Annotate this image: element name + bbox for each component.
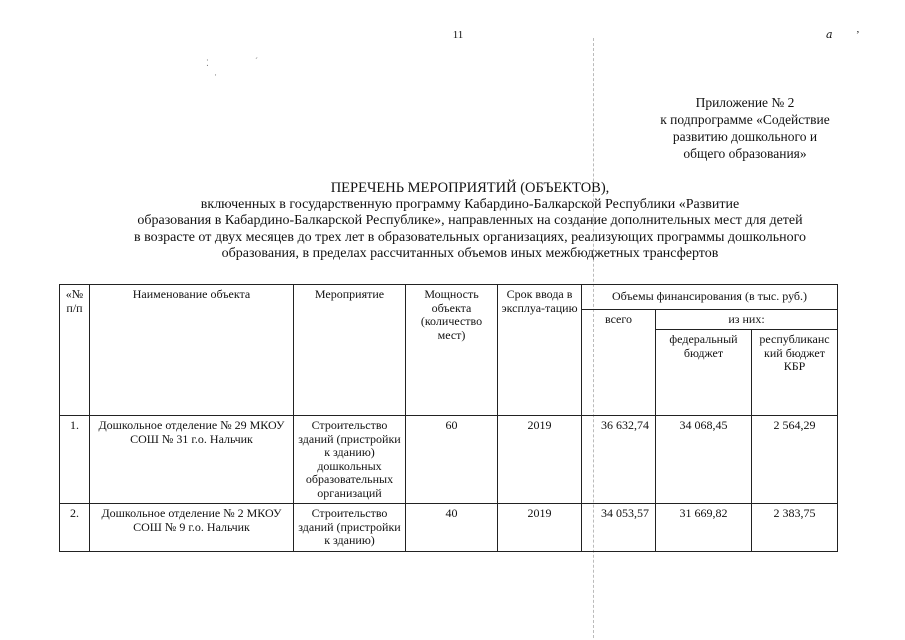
corner-marks: 𝑎 ʼ [826, 29, 869, 41]
document-heading [60, 180, 880, 263]
row-measure: Строительство зданий (пристройки к зданию) дошкольных образовательных организаций [294, 416, 406, 504]
row-capacity: 40 [406, 504, 498, 552]
row-federal: 34 068,45 [656, 416, 752, 504]
header-federal: федеральный бюджет [656, 330, 752, 416]
header-total: всего [582, 309, 656, 416]
row-measure: Строительство зданий (пристройки к зданию) [294, 504, 406, 552]
header-of-which: из них: [656, 309, 838, 330]
header-term: Срок ввода в эксплуа-тацию [498, 285, 582, 416]
row-name: Дошкольное отделение № 29 МКОУ СОШ № 31 г.о. Нальчик [90, 416, 294, 504]
scan-speck: ˊ [255, 56, 258, 66]
row-total: 36 632,74 [582, 416, 656, 504]
row-term: 2019 [498, 416, 582, 504]
row-name: Дошкольное отделение № 2 МКОУ СОШ № 9 г.о. Нальчик [90, 504, 294, 552]
table-row [60, 416, 838, 504]
row-num: 2. [60, 504, 90, 552]
header-num: «№ п/п [60, 285, 90, 416]
heading-line: включенных в государственную программу Кабардино-Балкарской Республики «Развитие [200, 196, 740, 212]
page-number: 11 [452, 29, 464, 41]
row-republic: 2 383,75 [752, 504, 838, 552]
scan-speck: ⁚ [206, 58, 209, 68]
header-republic: республиканс кий бюджет КБР [752, 330, 838, 416]
row-capacity: 60 [406, 416, 498, 504]
table-row [60, 504, 838, 552]
row-federal: 31 669,82 [656, 504, 752, 552]
document-title: ПЕРЕЧЕНЬ МЕРОПРИЯТИЙ (ОБЪЕКТОВ), [330, 180, 610, 196]
header-funding: Объемы финансирования (в тыс. руб.) [582, 285, 838, 310]
header-capacity: Мощность объекта (количество мест) [406, 285, 498, 416]
row-num: 1. [60, 416, 90, 504]
appendix-line: общего образования» [683, 146, 807, 161]
appendix-note [610, 94, 880, 162]
appendix-line: развитию дошкольного и [672, 129, 818, 144]
appendix-line: к подпрограмме «Содействие [660, 112, 830, 127]
heading-line: образования в Кабардино-Балкарской Республике», направленных на создание дополнительных мест для детей [137, 213, 803, 228]
row-term: 2019 [498, 504, 582, 552]
row-total: 34 053,57 [582, 504, 656, 552]
row-republic: 2 564,29 [752, 416, 838, 504]
header-name: Наименование объекта [90, 285, 294, 416]
heading-line: образования, в пределах рассчитанных объемов иных межбюджетных трансфертов [221, 246, 719, 261]
measures-table [59, 284, 838, 552]
scan-speck: · [214, 70, 217, 80]
header-measure: Мероприятие [294, 285, 406, 416]
heading-line: в возрасте от двух месяцев до трех лет в образовательных организациях, реализующих программы дошкольного [134, 229, 806, 245]
appendix-line: Приложение № 2 [695, 95, 795, 110]
